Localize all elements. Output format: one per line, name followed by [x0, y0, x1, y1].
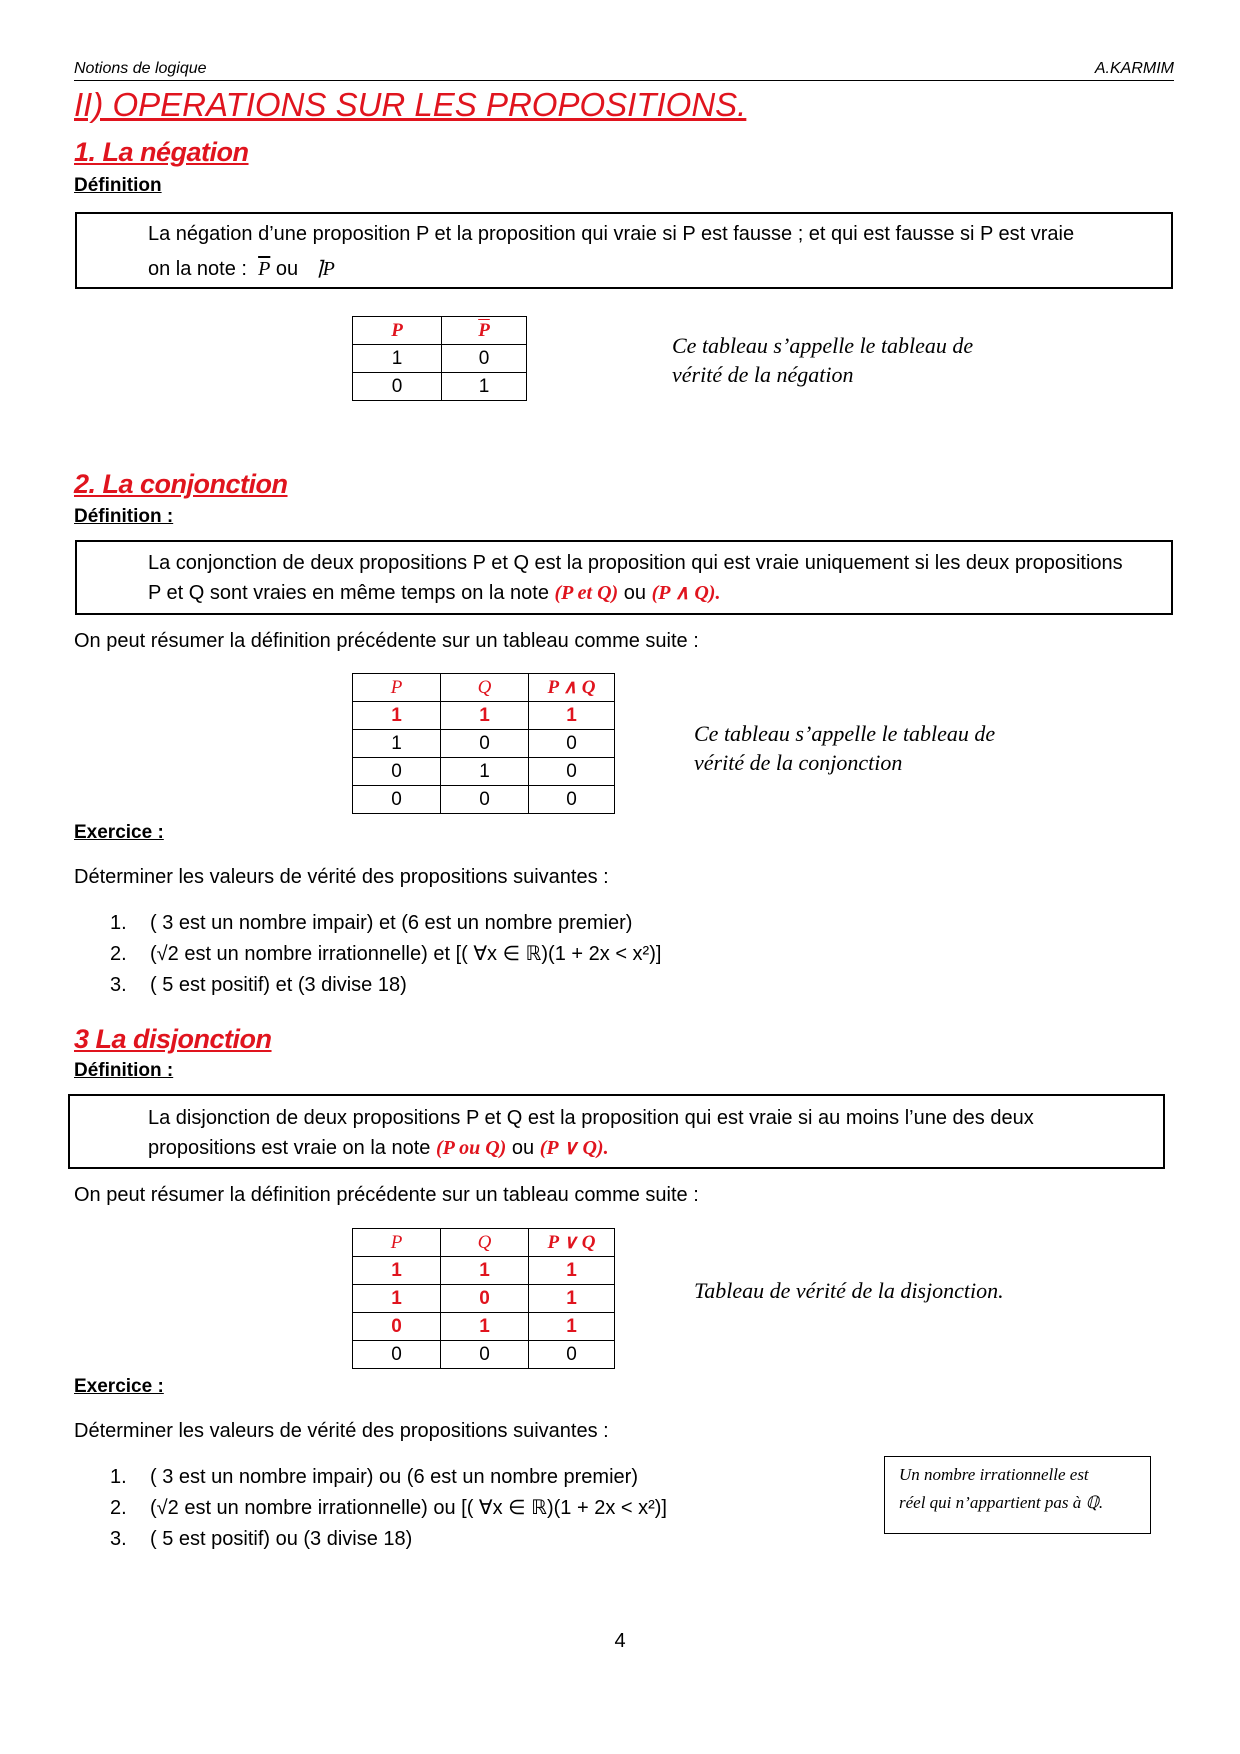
table-header: Q — [441, 674, 529, 702]
table-header: $\overline{P}$ — [442, 317, 527, 345]
table-cell: 0 — [529, 730, 615, 758]
table-cell: 1 — [529, 1257, 615, 1285]
table-caption-negation: Ce tableau s’appelle le tableau de vérité de la négation — [672, 333, 974, 387]
header-left: Notions de logique — [74, 60, 207, 77]
table-cell: 0 — [353, 373, 442, 401]
list-item: 3. ( 5 est positif) ou (3 divise 18) — [110, 1528, 413, 1550]
truth-table-conjonction — [352, 673, 615, 814]
table-cell: 0 — [529, 758, 615, 786]
table-cell: 1 — [441, 1257, 529, 1285]
section-heading-negation: 1. La négation — [74, 137, 249, 167]
exercise-list-conjonction — [74, 908, 661, 1001]
definition-label: Définition : — [74, 506, 174, 527]
table-cell: 1 — [442, 373, 527, 401]
definition-box-negation — [75, 212, 1173, 289]
truth-table-negation — [352, 316, 527, 401]
table-cell: 1 — [529, 1285, 615, 1313]
table-cell: 1 — [353, 730, 441, 758]
table-header: P — [353, 674, 441, 702]
definition-notation: P et Q sont vraies en même temps on la note (P et Q) ou (P ∧ Q). — [148, 582, 721, 604]
table-header: P — [353, 317, 442, 345]
definition-text: La négation d’une proposition P et la proposition qui vraie si P est fausse ; et qui est fausse si P est vraie — [148, 223, 1075, 245]
page-number: 4 — [614, 1630, 626, 1652]
definition-notation: on la note : $\overline{P}$ ou ⌉P — [148, 258, 335, 280]
table-cell: 0 — [353, 786, 441, 814]
table-cell: 1 — [441, 758, 529, 786]
exercise-intro: Déterminer les valeurs de vérité des propositions suivantes : — [74, 1420, 609, 1442]
table-caption-disjonction: Tableau de vérité de la disjonction. — [694, 1278, 1004, 1303]
page-title: II) OPERATIONS SUR LES PROPOSITIONS. — [74, 86, 747, 123]
table-header: P ∧ Q — [529, 674, 615, 702]
table-header: Q — [441, 1229, 529, 1257]
table-cell: 0 — [441, 786, 529, 814]
table-header: P — [353, 1229, 441, 1257]
list-item: 2. (√2 est un nombre irrationnelle) et [( ∀x ∈ ℝ)(1 + 2x < x²)] — [110, 943, 662, 965]
definition-notation: propositions est vraie on la note (P ou Q) ou (P ∨ Q). — [148, 1137, 609, 1159]
section-heading-disjonction: 3 La disjonction — [74, 1024, 272, 1054]
exercise-label: Exercice : — [74, 1376, 164, 1397]
exercise-intro: Déterminer les valeurs de vérité des propositions suivantes : — [74, 866, 609, 888]
definition-text: La conjonction de deux propositions P et Q est la proposition qui est vraie uniquement si les deux propositions — [148, 552, 1123, 574]
table-cell: 0 — [353, 1313, 441, 1341]
definition-box-disjonction — [68, 1094, 1165, 1169]
table-cell: 0 — [441, 730, 529, 758]
table-cell: 1 — [353, 1257, 441, 1285]
table-cell: 0 — [353, 1341, 441, 1369]
table-header: P ∨ Q — [529, 1229, 615, 1257]
table-cell: 0 — [353, 758, 441, 786]
definition-text: La disjonction de deux propositions P et Q est la proposition qui est vraie si au moins l’une des deux — [148, 1107, 1034, 1129]
side-note-box: Un nombre irrationnelle est réel qui n’appartient pas à ℚ. — [884, 1456, 1151, 1534]
table-cell: 0 — [529, 1341, 615, 1369]
definition-label: Définition : — [74, 1060, 174, 1081]
section-heading-conjonction: 2. La conjonction — [74, 469, 288, 499]
table-cell: 0 — [442, 345, 527, 373]
table-cell: 1 — [529, 702, 615, 730]
header-right: A.KARMIM — [1094, 60, 1174, 77]
list-item: 2. (√2 est un nombre irrationnelle) ou [( ∀x ∈ ℝ)(1 + 2x < x²)] — [110, 1497, 667, 1519]
list-item: 1. ( 3 est un nombre impair) et (6 est un nombre premier) — [110, 912, 633, 934]
truth-table-disjonction — [352, 1228, 615, 1369]
summary-text: On peut résumer la définition précédente sur un tableau comme suite : — [74, 630, 699, 652]
page-header — [74, 60, 1174, 81]
exercise-list-disjonction — [74, 1462, 667, 1555]
summary-text: On peut résumer la définition précédente sur un tableau comme suite : — [74, 1184, 699, 1206]
definition-box-conjonction — [75, 540, 1173, 615]
table-cell: 1 — [441, 1313, 529, 1341]
table-caption-conjonction: Ce tableau s’appelle le tableau de vérité de la conjonction — [694, 721, 996, 775]
list-item: 1. ( 3 est un nombre impair) ou (6 est un nombre premier) — [110, 1466, 638, 1488]
table-cell: 1 — [353, 1285, 441, 1313]
table-cell: 1 — [353, 345, 442, 373]
table-cell: 1 — [529, 1313, 615, 1341]
list-item: 3. ( 5 est positif) et (3 divise 18) — [110, 974, 407, 996]
table-cell: 0 — [441, 1341, 529, 1369]
table-cell: 0 — [441, 1285, 529, 1313]
table-cell: 1 — [441, 702, 529, 730]
definition-label: Définition — [74, 175, 162, 196]
table-cell: 0 — [529, 786, 615, 814]
exercise-label: Exercice : — [74, 822, 164, 843]
table-cell: 1 — [353, 702, 441, 730]
